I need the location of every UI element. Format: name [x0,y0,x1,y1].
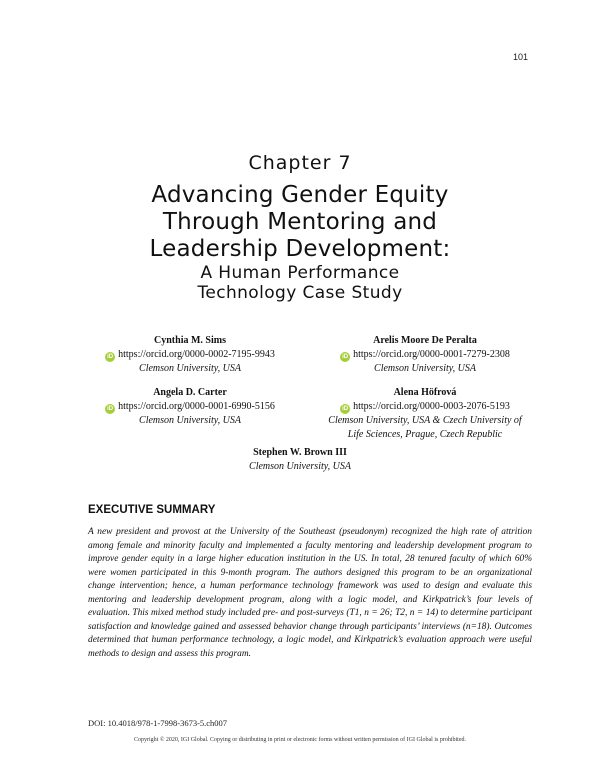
author-name: Angela D. Carter [153,387,227,398]
author-block [310,386,540,442]
chapter-title [0,182,600,303]
author-affiliation: Clemson University, USA [374,363,476,374]
author-affiliation: Clemson University, USA & Czech University of [328,415,522,426]
subtitle-line: A Human Performance [200,263,400,283]
copyright-notice: Copyright © 2020, IGI Global. Copying or distributing in print or electronic forms without written permission of IGI Global is prohibited. [133,737,466,743]
orcid-icon: iD [342,406,349,412]
orcid-link[interactable]: https://orcid.org/0000-0001-6990-5156 [118,401,275,412]
author-name: Stephen W. Brown III [253,447,347,458]
author-block [90,334,290,376]
author-affiliation: Clemson University, USA [139,363,241,374]
chapter-label: Chapter 7 [248,152,352,174]
executive-summary-text: A new president and provost at the University of the Southeast (pseudonym) recognized the high rate of attrition among female and minority faculty and implemented a faculty mentoring and leadership development program to improve gender equity in a large higher education institution in the US. In total, 28 tenured faculty of which 60% were women participated in this 9-month program. The authors designed this program to be an organizational change intervention; hence, a human performance technology framework was used to design and evaluate this mentoring and leadership development program, along with a logic model, and Kirkpatrick’s four levels of evaluation. This mixed method study included pre- and post-surveys (T1, n = 26; T2, n = 14) to determine participant satisfaction and knowledge gained and assessed behavior change through participants’ interviews (n=18). Outcomes determined that human performance technology, a logic model, and Kirkpatrick’s evaluation approach were useful methods to design and assess this program. [88,527,532,659]
orcid-link[interactable]: https://orcid.org/0000-0002-7195-9943 [118,349,275,360]
author-name: Cynthia M. Sims [154,335,226,346]
orcid-line [90,400,290,414]
author-affiliation: Clemson University, USA [249,461,351,472]
orcid-link[interactable]: https://orcid.org/0000-0003-2076-5193 [353,401,510,412]
author-block [90,386,290,428]
author-affiliation: Life Sciences, Prague, Czech Republic [347,429,503,440]
section-heading: EXECUTIVE SUMMARY [88,504,216,516]
orcid-icon: iD [107,406,114,412]
page-number: 101 [512,52,528,62]
orcid-line [310,400,540,414]
orcid-line [90,348,290,362]
orcid-line [320,348,530,362]
title-line: Leadership Development: [149,236,451,262]
title-line: Through Mentoring and [162,209,438,235]
author-name: Arelis Moore De Peralta [373,335,477,346]
author-affiliation: Clemson University, USA [139,415,241,426]
orcid-link[interactable]: https://orcid.org/0000-0001-7279-2308 [353,349,510,360]
author-name: Alena Höfrová [393,387,457,398]
subtitle-line: Technology Case Study [197,283,403,303]
doi: DOI: 10.4018/978-1-7998-3673-5.ch007 [88,718,228,728]
author-block [320,334,530,376]
author-block [200,446,400,474]
orcid-icon: iD [342,354,349,360]
title-line: Advancing Gender Equity [151,182,449,208]
orcid-icon: iD [107,354,114,360]
